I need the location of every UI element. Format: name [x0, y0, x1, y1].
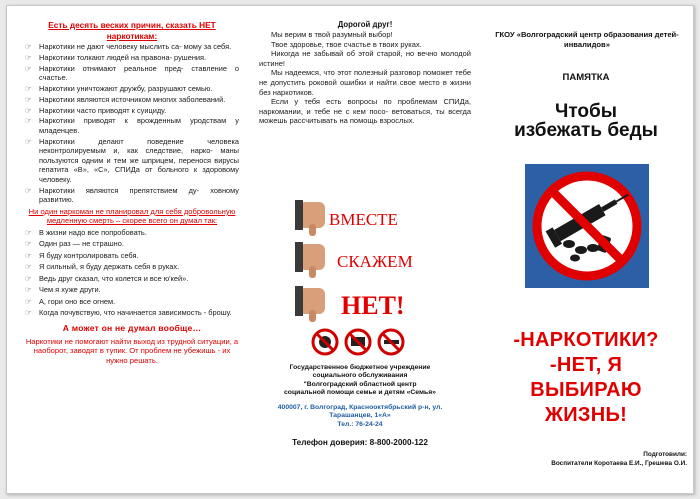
hotline: Телефон доверия: 8-800-2000-122: [292, 438, 428, 447]
cover-title: [477, 102, 695, 140]
slogan-line: ЖИЗНЬ!: [544, 404, 628, 426]
address-line: 400007, г. Волгоград, Краснооктябрьский р-н, ул.: [277, 404, 443, 411]
list-item: ☞ Один раз — не страшно.: [25, 239, 239, 249]
cover-title-line: Чтобы: [555, 101, 617, 122]
prepared-names: Воспитатели Коротаева Е.И., Грешева О.И.: [551, 460, 687, 467]
art-word-together: ВМЕСТЕ: [329, 210, 398, 229]
list-item: ☞ Когда почувствую, что начинается зависимость - брошу.: [25, 308, 239, 318]
thumbs-down-icon: [295, 200, 325, 236]
list-item: ☞ Наркотики являются препятствием ду- ховному развитию.: [25, 186, 239, 205]
reasons-title: Есть десять веских причин, сказать НЕТ наркотикам:: [48, 20, 216, 41]
list-item: ☞ Я буду контролировать себя.: [25, 251, 239, 261]
letter-paragraph: Мы верим в твой разумный выбор!: [271, 30, 393, 39]
thoughts-list: [25, 228, 239, 318]
letter-paragraph: Мы надеемся, что этот полезный разговор поможет тебе не допустить роковой ошибки и найти свое место в жизни без наркотиков.: [259, 68, 471, 97]
org-line: "Волгоградский областной центр: [303, 380, 417, 388]
letter-column: [245, 6, 477, 493]
no-drugs-sign: [525, 164, 649, 288]
list-item: ☞ Наркотики приводят к врожденным уродствам у младенцев.: [25, 116, 239, 135]
list-item: ☞ Чем я хуже други.: [25, 285, 239, 295]
list-item: ☞ А, гори оно все огнем.: [25, 297, 239, 307]
cover-title-line: избежать беды: [514, 120, 658, 141]
list-item: ☞ Наркотики часто приводят к суициду.: [25, 106, 239, 116]
org-line: социальной помощи семье и детям «Семья»: [284, 389, 436, 397]
reasons-list: [25, 42, 239, 205]
thumbs-down-icon: [295, 286, 325, 322]
list-item: ☞ Я сильный, я буду держать себя в руках.: [25, 262, 239, 272]
prepared-label: Подготовили:: [643, 451, 687, 458]
letter-paragraph: Твое здоровье, твое счастье в твоих руках.: [271, 39, 422, 49]
thumbs-down-icon: [295, 242, 325, 278]
cover-column: [477, 6, 695, 493]
no-drugs-sign-icon: [525, 164, 649, 288]
list-item: ☞ Наркотики делают поведение человека неконтролируемым и, как следствие, нарко- маны пользуются одним и тем же шприцем, перенося вирусы гепатита «В», «С», СПИДа от больного к здоровому человеку.: [25, 137, 239, 185]
list-item: ☞ Наркотики отнимают реальное пред- ставление о счастье.: [25, 64, 239, 83]
slogan-line: -НЕТ, Я: [549, 354, 623, 376]
no-drugs-sign-icon: [346, 330, 370, 354]
list-item: ☞ Наркотики уничтожают дружбу, разрушают семью.: [25, 84, 239, 94]
letter-paragraph: Если у тебя есть вопросы по проблемам СПИДа, наркомании, и тебе не с кем посо- ветоваться, ты всегда можешь рассчитывать на помощь взрослых.: [259, 97, 471, 126]
brochure-sheet: [6, 5, 694, 494]
org-line: социального обслуживания: [312, 372, 408, 380]
no-drugs-sign-icon: [313, 330, 337, 354]
address-block: [255, 404, 465, 429]
slogan-line: -НАРКОТИКИ?: [513, 329, 659, 351]
prepared-by: [487, 450, 687, 468]
phone-line: Тел.: 76-24-24: [337, 420, 383, 428]
slogan: [477, 328, 695, 428]
memo-label: ПАМЯТКА: [562, 72, 610, 83]
letter-paragraph: Никогда не забывай об этой старой, но вечно молодой истине!: [259, 49, 471, 68]
list-item: ☞ Ведь друг сказал, что колется и все ю'кей».: [25, 274, 239, 284]
list-item: ☞ Наркотики толкают людей на правона- рушения.: [25, 53, 239, 63]
slogan-line: ВЫБИРАЮ: [530, 379, 642, 401]
list-item: ☞ Наркотики являются источником многих заболеваний.: [25, 95, 239, 105]
greeting: Дорогой друг!: [337, 20, 393, 29]
no-drugs-sign-icon: [379, 330, 403, 354]
school-name: ГКОУ «Волгоградский центр образования детей-инвалидов»: [495, 30, 679, 49]
addict-note: Ни один наркоман не планировал для себя добровольную медленную смерть – скорее всего он думал так:: [28, 207, 236, 226]
address-line: Тарашанцев, 1«А»: [329, 412, 391, 420]
final-note: Наркотики не помогают найти выход из трудной ситуации, а наоборот, заводят в тупик. От проблем не убежишь - их нужно решать.: [25, 336, 239, 365]
together-say-no-illustration: [295, 192, 425, 362]
org-line: Государственное бюджетное учреждение: [289, 364, 431, 371]
list-item: ☞ Наркотики не дают человеку мыслить са- мому за себя.: [25, 42, 239, 52]
art-word-say: СКАЖЕМ: [337, 252, 413, 271]
reasons-column: [7, 6, 245, 493]
organization-block: [255, 364, 465, 398]
list-item: ☞ В жизни надо все попробовать.: [25, 228, 239, 238]
maybe-heading: А может он не думал вообще…: [62, 322, 202, 333]
art-word-no: НЕТ!: [341, 291, 405, 320]
